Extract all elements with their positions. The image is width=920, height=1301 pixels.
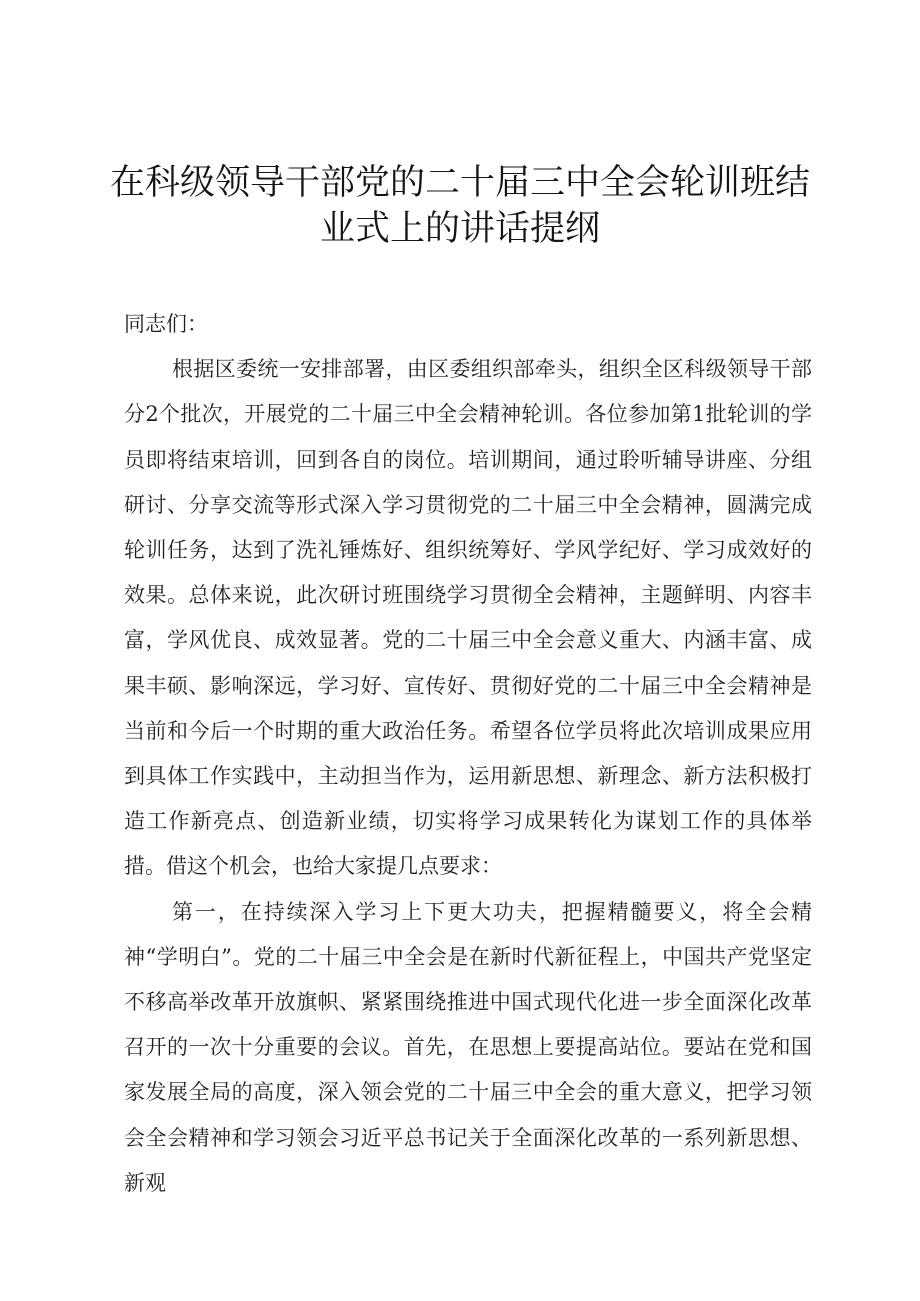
document-title: 在科级领导干部党的二十届三中全会轮训班结业式上的讲话提纲 (110, 163, 811, 249)
salutation: 同志们： (124, 312, 208, 336)
body-paragraph: 第一，在持续深入学习上下更大功夫，把握精髓要义，将全会精神“学明白”。党的二十届三中全会是在新时代新征程上，中国共产党坚定不移高举改革开放旗帜、紧紧围绕推进中国式现代化进一步全面深化改革召开的一次十分重要的会议。首先，在思想上要提高站位。要站在党和国家发展全局的高度，深入领会党的二十届三中全会的重大意义，把学习领会全会精神和学习领会习近平总书记关于全面深化改革的一系列新思想、新观 (124, 899, 812, 1195)
body-paragraph: 根据区委统一安排部署，由区委组织部牵头，组织全区科级领导干部分2个批次，开展党的二十届三中全会精神轮训。各位参加第1批轮训的学员即将结束培训，回到各自的岗位。培训期间，通过聆听辅导讲座、分组研讨、分享交流等形式深入学习贯彻党的二十届三中全会精神，圆满完成轮训任务，达到了洗礼锤炼好、组织统筹好、学风学纪好、学习成效好的效果。总体来说，此次研讨班围绕学习贯彻全会精神，主题鲜明、内容丰富，学风优良、成效显著。党的二十届三中全会意义重大、内涵丰富、成果丰硕、影响深远，学习好、宣传好、贯彻好党的二十届三中全会精神是当前和今后一个时期的重大政治任务。希望各位学员将此次培训成果应用到具体工作实践中，主动担当作为，运用新思想、新理念、新方法积极打造工作新亮点、创造新业绩，切实将学习成果转化为谋划工作的具体举措。借这个机会，也给大家提几点要求： (124, 357, 812, 879)
document-body (124, 302, 812, 1206)
